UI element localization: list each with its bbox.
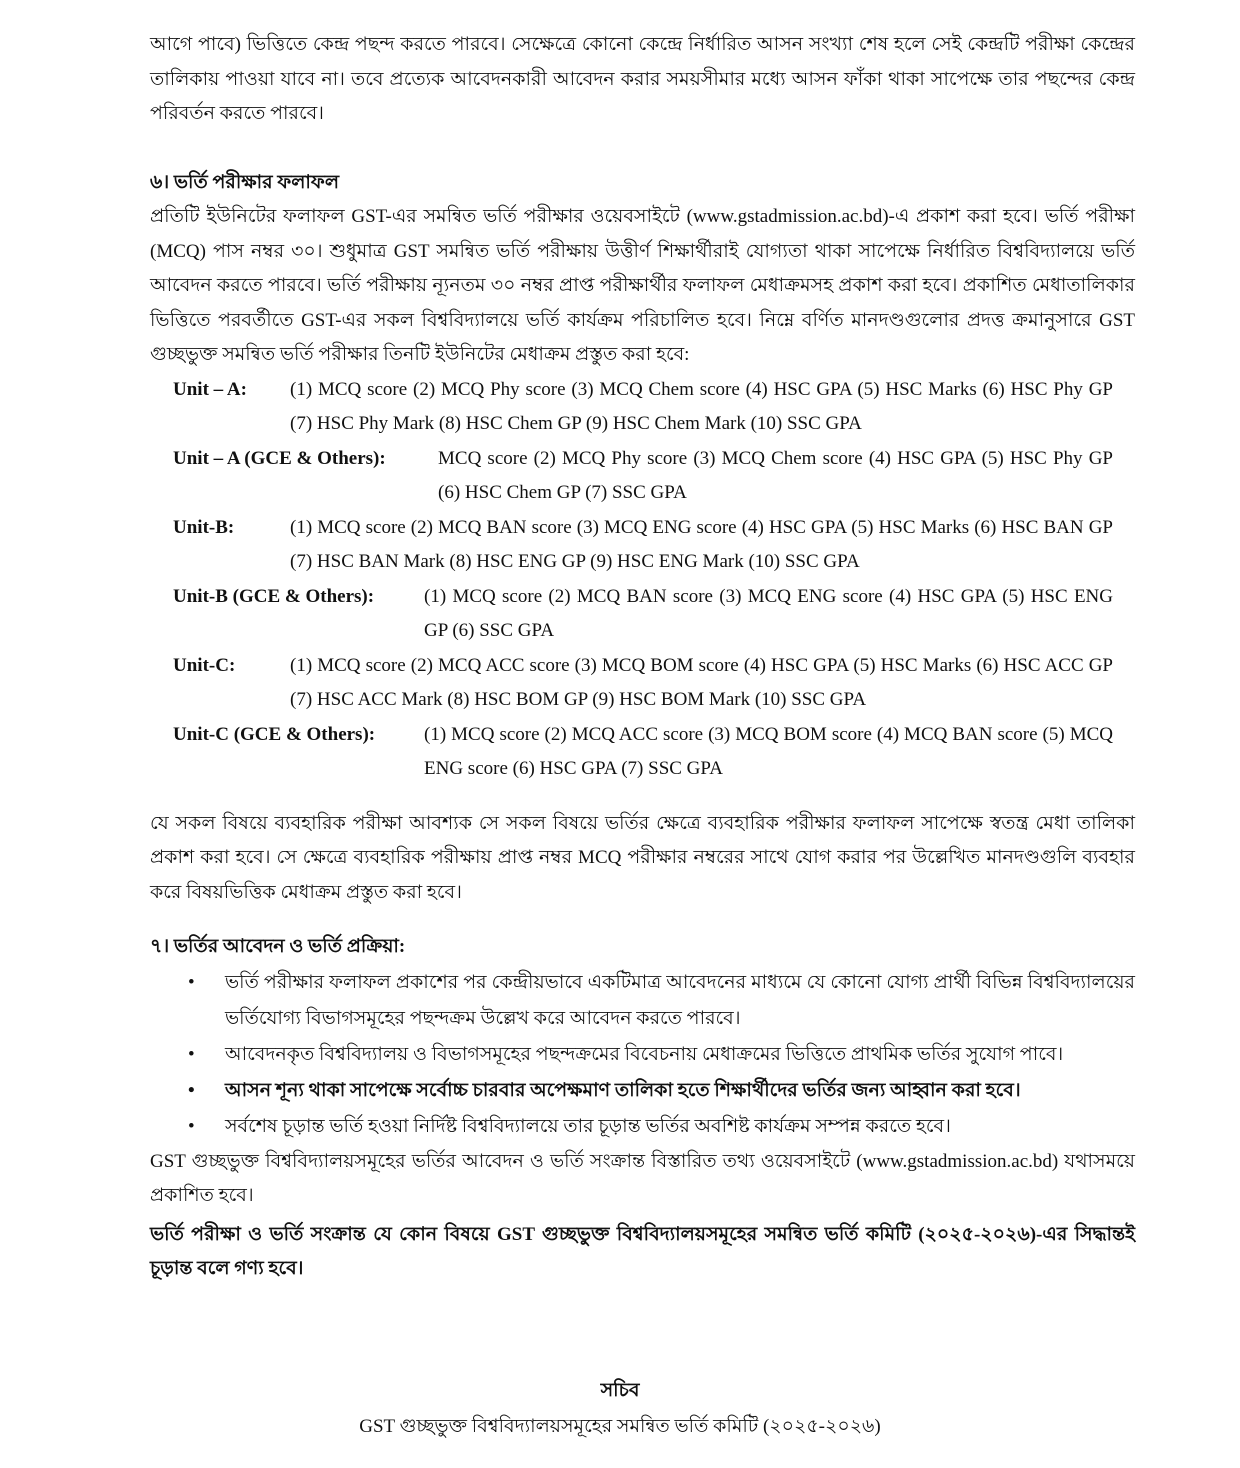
- signature-title: সচিব: [600, 1380, 640, 1401]
- bullet-icon: •: [188, 1043, 195, 1065]
- unit-criteria: MCQ score (2) MCQ Phy score (3) MCQ Chem score (4) HSC GPA (5) HSC Phy GP (6) HSC Chem GP (7) SSC GPA: [438, 447, 1113, 503]
- unit-row: [173, 442, 1113, 511]
- unit-row: [173, 718, 1113, 787]
- unit-label: Unit-C:: [173, 654, 236, 676]
- list-item: [150, 1109, 1135, 1145]
- unit-criteria: (1) MCQ score (2) MCQ Phy score (3) MCQ Chem score (4) HSC GPA (5) HSC Marks (6) HSC Phy GP (7) HSC Phy Mark (8) HSC Chem GP (9) HSC Chem Mark (10) SSC GPA: [290, 378, 1113, 434]
- unit-row: [173, 580, 1113, 649]
- section-6-heading: ৬। ভর্তি পরীক্ষার ফলাফল: [150, 171, 339, 193]
- unit-row: [173, 511, 1113, 580]
- list-item: [150, 1037, 1135, 1073]
- unit-label: Unit – A:: [173, 378, 247, 400]
- unit-label: Unit-B (GCE & Others):: [173, 585, 375, 607]
- section-6-paragraph: প্রতিটি ইউনিটের ফলাফল GST-এর সমন্বিত ভর্তি পরীক্ষার ওয়েবসাইটে (www.gstadmission.ac.bd)-এ প্রকাশ করা হবে। ভর্তি পরীক্ষা (MCQ) পাস নম্বর ৩০। শুধুমাত্র GST সমন্বিত ভর্তি পরীক্ষায় উত্তীর্ণ শিক্ষার্থীরাই যোগ্যতা থাকা সাপেক্ষে নির্ধারিত বিশ্ববিদ্যালয়ে ভর্তি আবেদন করতে পারবে। ভর্তি পরীক্ষায় ন্যূনতম ৩০ নম্বর প্রাপ্ত পরীক্ষার্থীর ফলাফল মেধাক্রমসহ প্রকাশ করা হবে। প্রকাশিত মেধাতালিকার ভিত্তিতে পরবর্তীতে GST-এর সকল বিশ্ববিদ্যালয়ে ভর্তি কার্যক্রম পরিচালিত হবে। নিম্নে বর্ণিত মানদণ্ডগুলোর প্রদত্ত ক্রমানুসারে GST গুচ্ছভুক্ত সমন্বিত ভর্তি পরীক্ষার তিনটি ইউনিটের মেধাক্রম প্রস্তুত করা হবে:: [150, 206, 1135, 365]
- intro-paragraph: আগে পাবে) ভিত্তিতে কেন্দ্র পছন্দ করতে পারবে। সেক্ষেত্রে কোনো কেন্দ্রে নির্ধারিত আসন সংখ্যা শেষ হলে সেই কেন্দ্রটি পরীক্ষা কেন্দ্রের তালিকায় পাওয়া যাবে না। তবে প্রত্যেক আবেদনকারী আবেদন করার সময়সীমার মধ্যে আসন ফাঁকা থাকা সাপেক্ষে তার পছন্দের কেন্দ্র পরিবর্তন করতে পারবে।: [150, 34, 1135, 124]
- section-7-heading: ৭। ভর্তির আবেদন ও ভর্তি প্রক্রিয়া:: [150, 936, 406, 957]
- unit-row: [173, 373, 1113, 442]
- bullet-icon: •: [188, 971, 195, 993]
- unit-label: Unit-C (GCE & Others):: [173, 723, 376, 745]
- unit-label: Unit – A (GCE & Others):: [173, 447, 386, 469]
- info-paragraph: GST গুচ্ছভুক্ত বিশ্ববিদ্যালয়সমূহের ভর্তির আবেদন ও ভর্তি সংক্রান্ত বিস্তারিত তথ্য ওয়েবসাইটে (www.gstadmission.ac.bd) যথাসময়ে প্রকাশিত হবে।: [150, 1150, 1135, 1206]
- section-7-bullets: [150, 965, 1135, 1145]
- list-item: [150, 1073, 1135, 1109]
- unit-criteria-list: [173, 373, 1113, 787]
- unit-criteria: (1) MCQ score (2) MCQ ACC score (3) MCQ BOM score (4) MCQ BAN score (5) MCQ ENG score (6) HSC GPA (7) SSC GPA: [424, 723, 1113, 779]
- bullet-text: ভর্তি পরীক্ষার ফলাফল প্রকাশের পর কেন্দ্রীয়ভাবে একটিমাত্র আবেদনের মাধ্যমে যে কোনো যোগ্য প্রার্থী বিভিন্ন বিশ্ববিদ্যালয়ের ভর্তিযোগ্য বিভাগসমূহের পছন্দক্রম উল্লেখ করে আবেদন করতে পারবে।: [225, 971, 1135, 1029]
- unit-row: [173, 649, 1113, 718]
- list-item: [150, 965, 1135, 1037]
- unit-criteria: (1) MCQ score (2) MCQ BAN score (3) MCQ ENG score (4) HSC GPA (5) HSC ENG GP (6) SSC GPA: [424, 585, 1113, 641]
- final-note: ভর্তি পরীক্ষা ও ভর্তি সংক্রান্ত যে কোন বিষয়ে GST গুচ্ছভুক্ত বিশ্ববিদ্যালয়সমূহের সমন্বিত ভর্তি কমিটি (২০২৫-২০২৬)-এর সিদ্ধান্তই চূড়ান্ত বলে গণ্য হবে।: [150, 1223, 1135, 1279]
- bullet-icon: •: [188, 1079, 195, 1101]
- unit-criteria: (1) MCQ score (2) MCQ ACC score (3) MCQ BOM score (4) HSC GPA (5) HSC Marks (6) HSC ACC GP (7) HSC ACC Mark (8) HSC BOM GP (9) HSC BOM Mark (10) SSC GPA: [290, 654, 1113, 710]
- unit-criteria: (1) MCQ score (2) MCQ BAN score (3) MCQ ENG score (4) HSC GPA (5) HSC Marks (6) HSC BAN GP (7) HSC BAN Mark (8) HSC ENG GP (9) HSC ENG Mark (10) SSC GPA: [290, 516, 1113, 572]
- bullet-icon: •: [188, 1115, 195, 1137]
- bullet-text: আসন শূন্য থাকা সাপেক্ষে সর্বোচ্চ চারবার অপেক্ষমাণ তালিকা হতে শিক্ষার্থীদের ভর্তির জন্য আহ্বান করা হবে।: [225, 1079, 1021, 1101]
- practical-paragraph: যে সকল বিষয়ে ব্যবহারিক পরীক্ষা আবশ্যক সে সকল বিষয়ে ভর্তির ক্ষেত্রে ব্যবহারিক পরীক্ষার ফলাফল সাপেক্ষে স্বতন্ত্র মেধা তালিকা প্রকাশ করা হবে। সে ক্ষেত্রে ব্যবহারিক পরীক্ষায় প্রাপ্ত নম্বর MCQ পরীক্ষার নম্বরের সাথে যোগ করার পর উল্লেখিত মানদণ্ডগুলি ব্যবহার করে বিষয়ভিত্তিক মেধাক্রম প্রস্তুত করা হবে।: [150, 812, 1135, 903]
- document-body: [150, 28, 1135, 1287]
- bullet-text: আবেদনকৃত বিশ্ববিদ্যালয় ও বিভাগসমূহের পছন্দক্রমের বিবেচনায় মেধাক্রমের ভিত্তিতে প্রাথমিক ভর্তির সুযোগ পাবে।: [225, 1043, 1064, 1065]
- signature-committee: GST গুচ্ছভুক্ত বিশ্ববিদ্যালয়সমূহের সমন্বিত ভর্তি কমিটি (২০২৫-২০২৬): [359, 1416, 881, 1437]
- bullet-text: সর্বশেষ চূড়ান্ত ভর্তি হওয়া নির্দিষ্ট বিশ্ববিদ্যালয়ে তার চূড়ান্ত ভর্তির অবশিষ্ট কার্যক্রম সম্পন্ন করতে হবে।: [225, 1115, 951, 1137]
- unit-label: Unit-B:: [173, 516, 235, 538]
